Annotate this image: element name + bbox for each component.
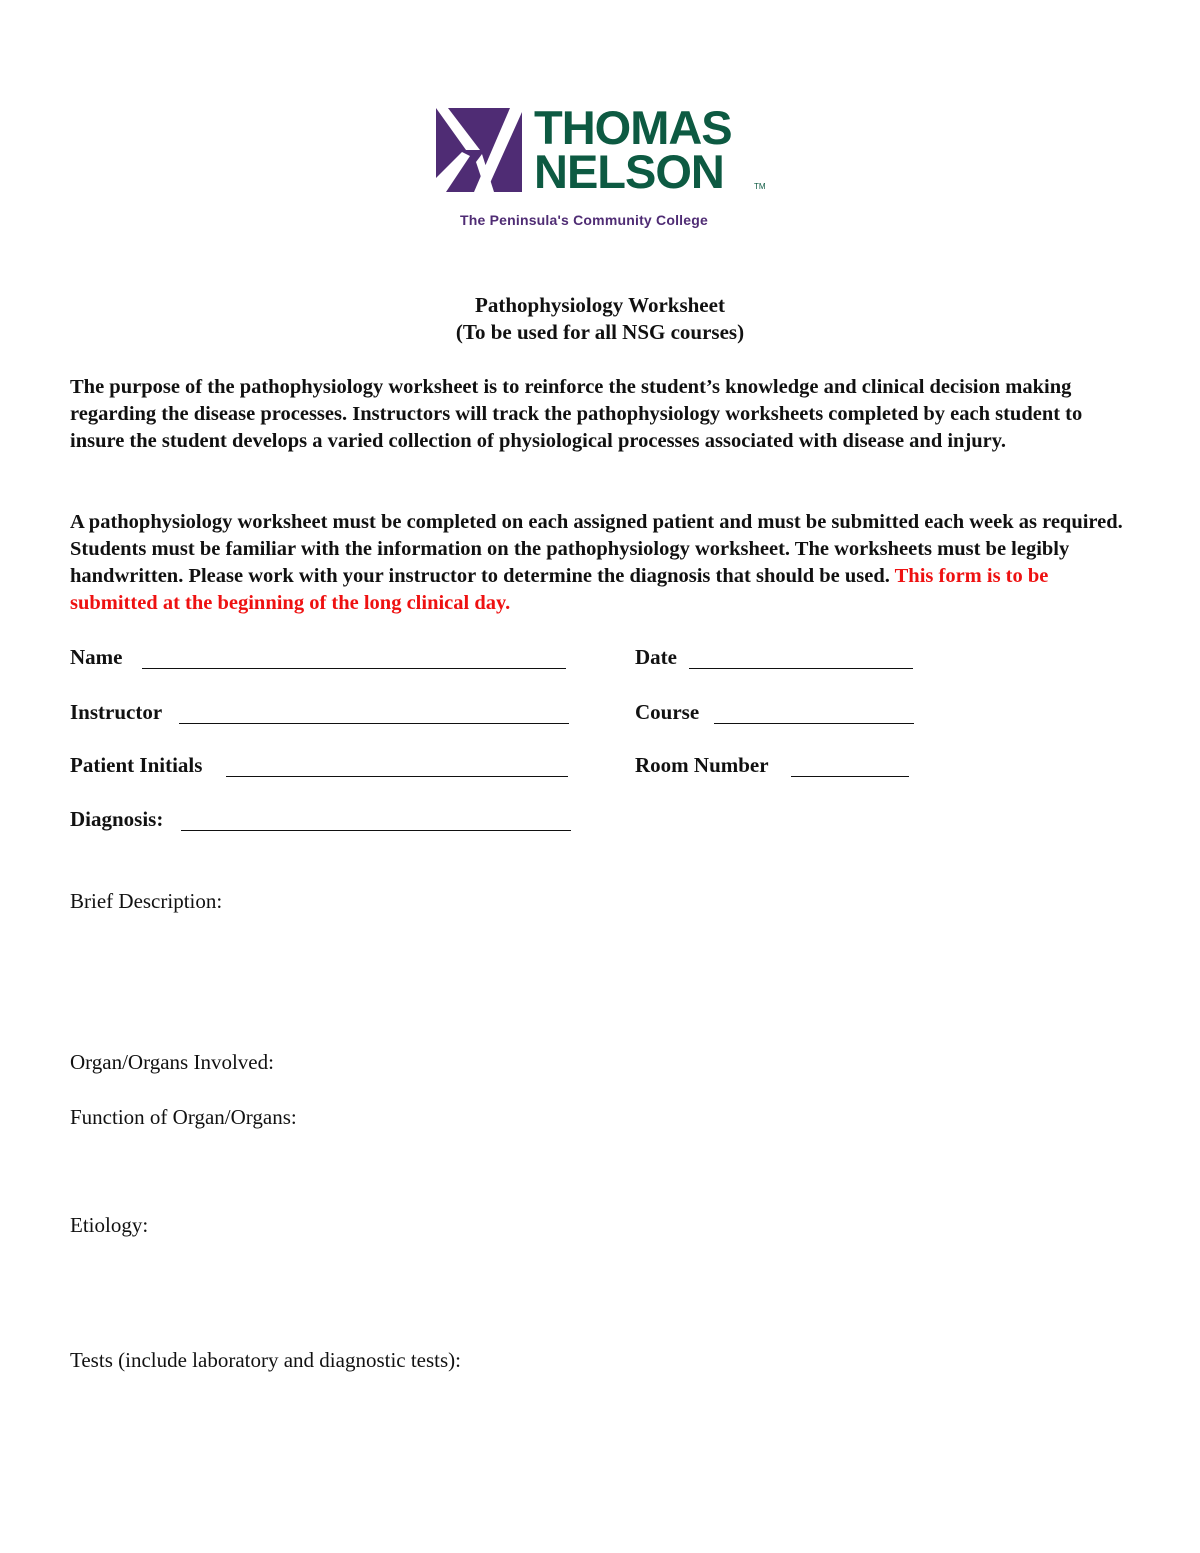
submission-warning: This form is to be submitted at the beginning of the long clinical day. <box>70 565 1049 614</box>
organ-function-heading: Function of Organ/Organs: <box>70 1105 297 1129</box>
room-number-label: Room Number <box>635 753 769 777</box>
page-title: Pathophysiology Worksheet <box>475 293 725 317</box>
patient-initials-input-line[interactable] <box>226 776 568 777</box>
date-input-line[interactable] <box>689 668 913 669</box>
college-logo <box>436 101 776 236</box>
date-label: Date <box>635 645 677 669</box>
room-number-field <box>635 752 769 778</box>
course-field <box>635 699 699 725</box>
instructor-label: Instructor <box>70 700 163 724</box>
intro-paragraph-requirements <box>70 509 1140 617</box>
patient-initials-label: Patient Initials <box>70 753 203 777</box>
course-input-line[interactable] <box>714 723 914 724</box>
logo-word-nelson: NELSON <box>534 145 724 198</box>
diagnosis-input-line[interactable] <box>181 830 571 831</box>
etiology-heading: Etiology: <box>70 1213 149 1237</box>
page-subtitle: (To be used for all NSG courses) <box>455 320 745 344</box>
patient-initials-field <box>70 752 202 778</box>
instructor-input-line[interactable] <box>179 723 569 724</box>
diagnosis-label: Diagnosis: <box>70 807 164 831</box>
course-label: Course <box>635 700 700 724</box>
date-field <box>635 644 677 670</box>
name-field <box>70 644 122 670</box>
room-number-input-line[interactable] <box>791 776 909 777</box>
intro-paragraph-purpose: The purpose of the pathophysiology worksheet is to reinforce the student’s knowledge and clinical decision making regarding the disease processes. Instructors will track the pathophysiology worksheets completed by each student to insure the student develops a varied collection of physiological processes associated with disease and injury. <box>70 376 1083 452</box>
logo-trademark: TM <box>754 182 766 191</box>
brief-description-heading: Brief Description: <box>70 889 223 913</box>
instructor-field <box>70 699 162 725</box>
requirements-text: A pathophysiology worksheet must be completed on each assigned patient and must be submitted each week as required. Students must be familiar with the information on the pathophysiology worksheet. The worksheets must be legibly handwritten. Please work with your instructor to determine the diagnosis that should be used. <box>70 511 1123 587</box>
organs-involved-heading: Organ/Organs Involved: <box>70 1050 274 1074</box>
tests-heading: Tests (include laboratory and diagnostic tests): <box>70 1348 462 1372</box>
name-label: Name <box>70 645 123 669</box>
logo-mark-icon <box>436 108 522 192</box>
logo-tagline: The Peninsula's Community College <box>460 212 708 228</box>
diagnosis-field <box>70 806 163 832</box>
logo-word-thomas: THOMAS <box>534 101 732 154</box>
name-input-line[interactable] <box>142 668 566 669</box>
